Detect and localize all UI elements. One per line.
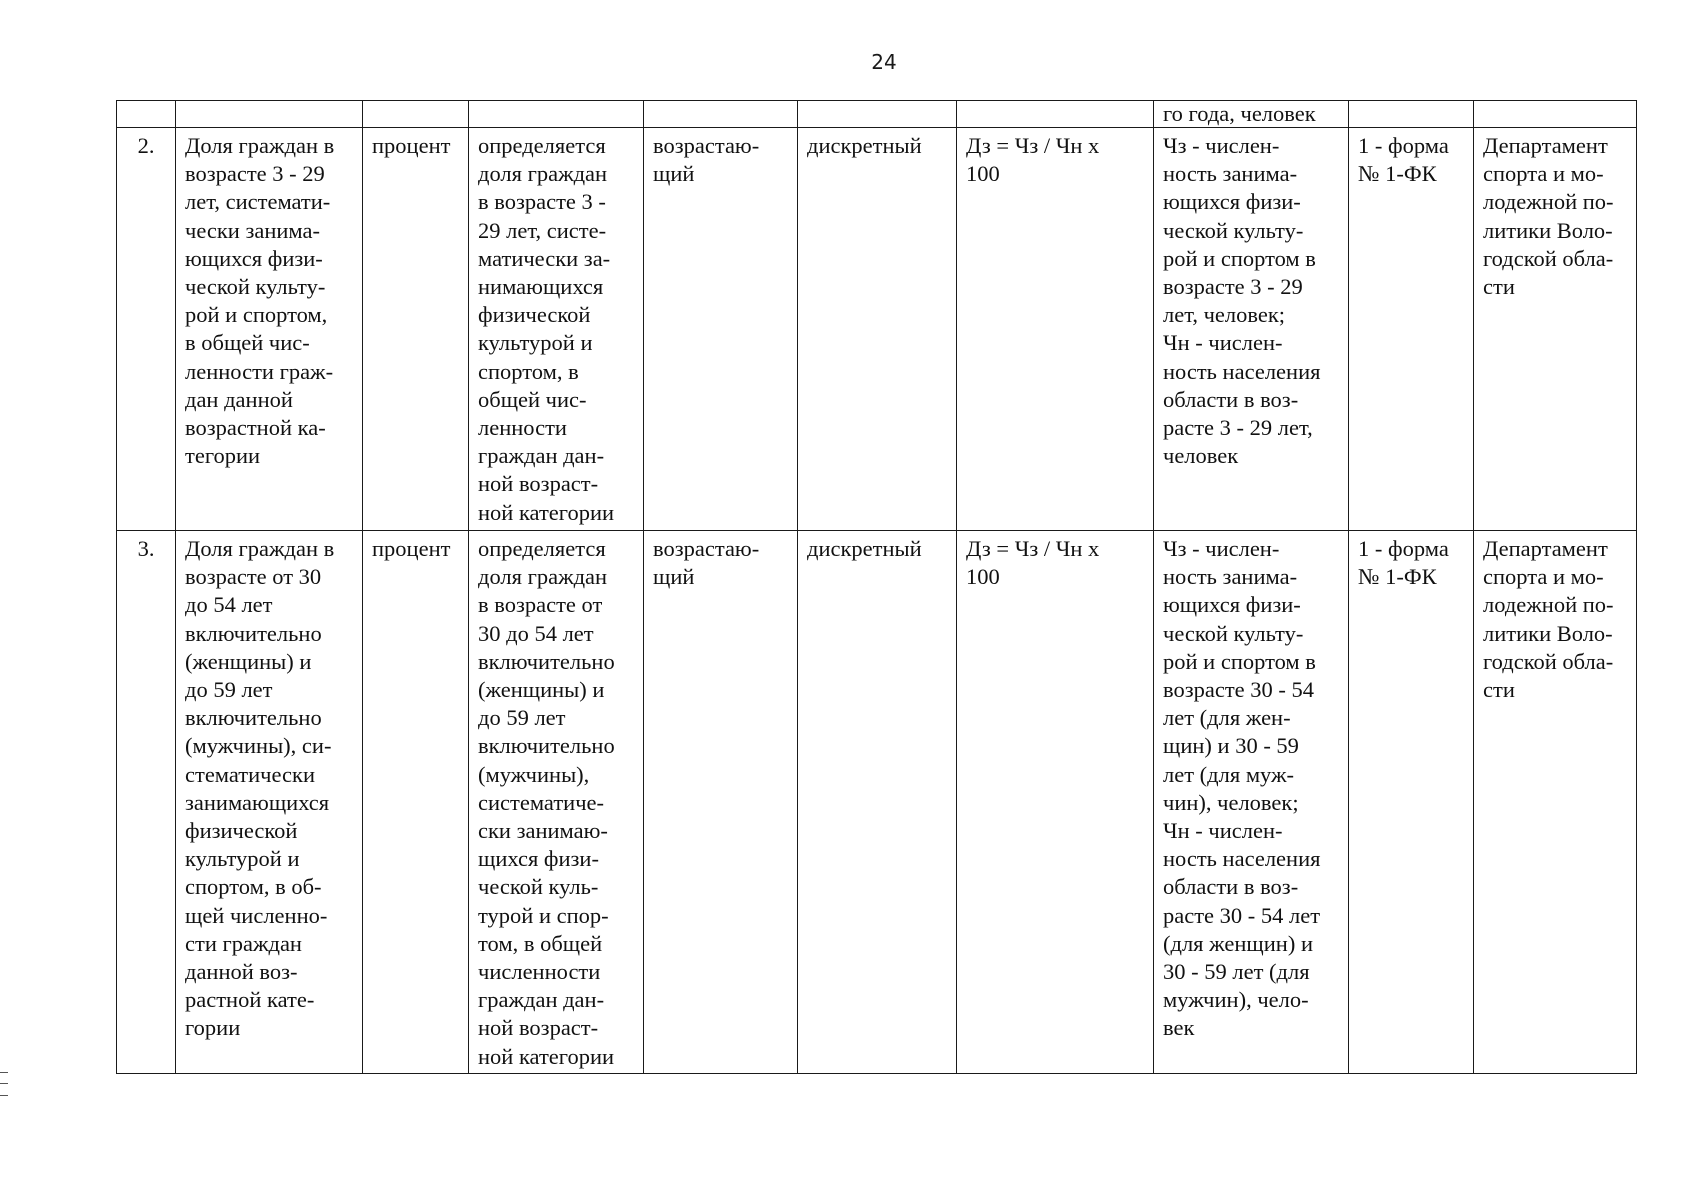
dynamics-cell: возрастаю- щий: [644, 531, 798, 1074]
unit-cell: процент: [363, 128, 469, 531]
type-cell: дискретный: [798, 128, 957, 531]
method-cell: 1 - форма № 1-ФК: [1349, 128, 1474, 531]
indicators-cell: Чз - числен- ность занима- ющихся физи- ческой культу- рой и спортом в возрасте 3 - 29 лет, человек; Чн - числен- ность населения области в воз- расте 3 - 29 лет, человек: [1154, 128, 1349, 531]
indicators-table: [116, 100, 1637, 1074]
table-cell: [1474, 101, 1637, 128]
row-number: 2.: [117, 128, 176, 531]
continuation-row: [117, 101, 1637, 128]
dynamics-cell: возрастаю- щий: [644, 128, 798, 531]
indicator-name: Доля граждан в возрасте 3 - 29 лет, системати- чески занима- ющихся физи- ческой культу- рой и спортом, в общей чис- ленности граж- дан данной возрастной ка- тегории: [176, 128, 363, 531]
table-cell: [117, 101, 176, 128]
formula-cell: Дз = Чз / Чн х 100: [957, 531, 1154, 1074]
indicators-cell: Чз - числен- ность занима- ющихся физи- ческой культу- рой и спортом в возрасте 30 - 54 лет (для жен- щин) и 30 - 59 лет (для муж- чин), человек; Чн - числен- ность населения области в воз- расте 30 - 54 лет (для женщин) и 30 - 59 лет (для мужчин), чело- век: [1154, 531, 1349, 1074]
definition-cell: определяется доля граждан в возрасте 3 - 29 лет, систе- матически за- нимающихся физической культурой и спортом, в общей чис- ленности граждан дан- ной возраст- ной категории: [469, 128, 644, 531]
formula-cell: Дз = Чз / Чн х 100: [957, 128, 1154, 531]
responsible-cell: Департамент спорта и мо- лодежной по- литики Воло- годской обла- сти: [1474, 531, 1637, 1074]
definition-cell: определяется доля граждан в возрасте от 30 до 54 лет включительно (женщины) и до 59 лет включительно (мужчины), систематиче- ски занимаю- щихся физи- ческой куль- турой и спор- том, в общей численности граждан дан- ной возраст- ной категории: [469, 531, 644, 1074]
table-cell: [1349, 101, 1474, 128]
table-cell: [176, 101, 363, 128]
table-cell: го года, человек: [1154, 101, 1349, 128]
table-cell: [957, 101, 1154, 128]
method-cell: 1 - форма № 1-ФК: [1349, 531, 1474, 1074]
table-cell: [469, 101, 644, 128]
table-cell: [644, 101, 798, 128]
page-number: 24: [871, 50, 897, 74]
table-row: [117, 128, 1637, 531]
row-number: 3.: [117, 531, 176, 1074]
indicator-name: Доля граждан в возрасте от 30 до 54 лет включительно (женщины) и до 59 лет включительно (мужчины), си- стематически занимающихся физической культурой и спортом, в об- щей численно- сти граждан данной воз- растной кате- гории: [176, 531, 363, 1074]
table-row: [117, 531, 1637, 1074]
table-cell: [363, 101, 469, 128]
unit-cell: процент: [363, 531, 469, 1074]
table-cell: [798, 101, 957, 128]
margin-mark: [0, 1072, 8, 1096]
responsible-cell: Департамент спорта и мо- лодежной по- литики Воло- годской обла- сти: [1474, 128, 1637, 531]
type-cell: дискретный: [798, 531, 957, 1074]
